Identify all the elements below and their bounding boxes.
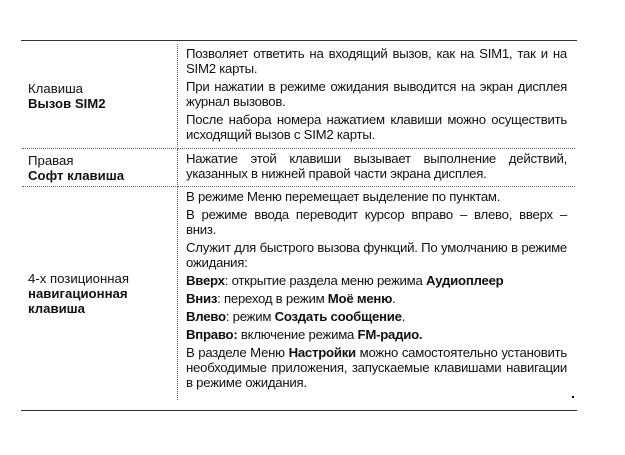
key-label-name: Вызов SIM2 bbox=[28, 96, 106, 111]
desc-cell-navigation bbox=[178, 187, 575, 400]
nav-up-line bbox=[186, 273, 567, 288]
settings-post: можно самостоятельно установить необходимые приложения, запускаемые клавишами навигации в режиме ожидания. bbox=[186, 345, 568, 390]
nav-down-label: Вниз bbox=[186, 291, 218, 306]
nav-up-target: Аудиоплеер bbox=[426, 273, 504, 288]
desc-cell-sim2 bbox=[178, 44, 575, 149]
desc-paragraph: После набора номера нажатием клавиши можно осуществить исходящий вызов с SIM2 карты. bbox=[186, 112, 567, 142]
settings-bold: Настройки bbox=[288, 345, 356, 360]
key-cell-sim2 bbox=[22, 44, 178, 149]
nav-up-text: : открытие раздела меню режима bbox=[224, 273, 426, 288]
desc-paragraph: Служит для быстрого вызова функций. По умолчанию в режиме ожидания: bbox=[186, 240, 567, 270]
desc-paragraph: Позволяет ответить на входящий вызов, как на SIM1, так и на SIM2 карты. bbox=[186, 46, 567, 76]
nav-left-text: : режим bbox=[225, 309, 275, 324]
nav-down-end: . bbox=[392, 291, 396, 306]
nav-right-text: включение режима bbox=[237, 327, 358, 342]
key-cell-navigation bbox=[22, 187, 178, 400]
nav-left-end: . bbox=[401, 309, 406, 324]
desc-cell-right-soft bbox=[178, 149, 575, 187]
nav-down-line bbox=[186, 291, 567, 306]
key-label-name: Софт клавиша bbox=[28, 167, 125, 183]
settings-paragraph bbox=[186, 345, 567, 390]
nav-right-line bbox=[186, 327, 567, 342]
nav-left-label: Влево bbox=[186, 309, 226, 324]
desc-paragraph: Нажатие этой клавиши вызывает выполнение действий, указанных в нижней правой части экрана дисплея. bbox=[186, 151, 567, 181]
desc-paragraph: В режиме ввода переводит курсор вправо – влево, вверх – вниз. bbox=[186, 207, 567, 237]
nav-right-label: Вправо: bbox=[186, 327, 238, 342]
settings-pre: В разделе Меню bbox=[186, 345, 289, 360]
nav-right-target: FM-радио. bbox=[357, 327, 423, 342]
key-label-name: навигационная bbox=[28, 286, 128, 301]
bottom-rule bbox=[21, 410, 577, 411]
nav-left-target: Создать сообщение bbox=[274, 309, 402, 324]
keys-table bbox=[22, 44, 575, 400]
nav-down-target: Моё меню bbox=[327, 291, 393, 306]
nav-up-label: Вверх bbox=[186, 273, 225, 288]
key-cell-right-soft bbox=[22, 149, 178, 187]
nav-down-text: : переход в режим bbox=[217, 291, 328, 306]
nav-left-line bbox=[186, 309, 567, 324]
desc-paragraph: В режиме Меню перемещает выделение по пунктам. bbox=[186, 189, 501, 204]
key-label-line1: Правая bbox=[28, 152, 74, 168]
desc-paragraph: При нажатии в режиме ожидания выводится на экран дисплея журнал вызовов. bbox=[186, 79, 567, 109]
key-label-name-cont: клавиша bbox=[28, 301, 86, 316]
key-label-line1: Клавиша bbox=[28, 81, 83, 96]
key-label-line1: 4-х позиционная bbox=[28, 271, 130, 286]
corner-mark bbox=[572, 396, 574, 398]
top-rule bbox=[21, 40, 577, 41]
